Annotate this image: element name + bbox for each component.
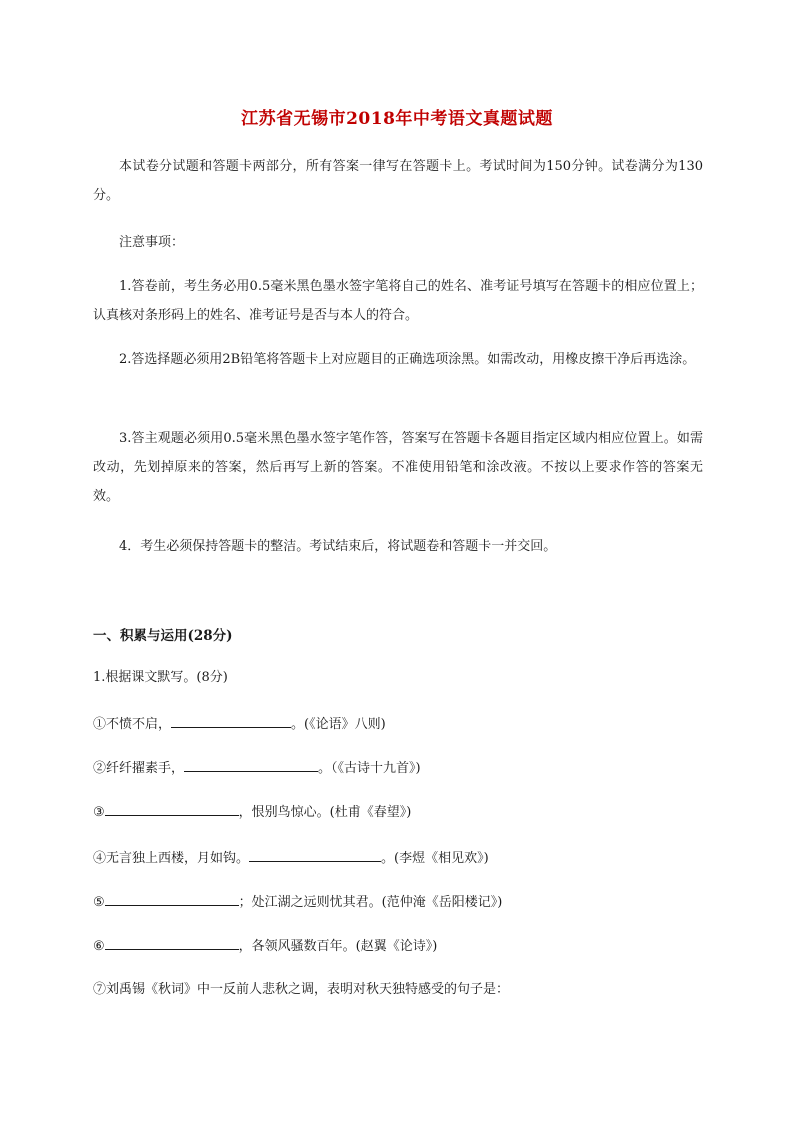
item-suffix: ，恨别鸟惊心。(杜甫《春望》) xyxy=(238,805,412,820)
recitation-item-7: ⑦刘禹锡《秋词》中一反前人悲秋之调，表明对秋天独特感受的句子是： xyxy=(93,982,510,997)
answer-blank xyxy=(249,847,381,862)
item-prefix: ④无言独上西楼，月如钩。 xyxy=(93,851,250,866)
answer-blank xyxy=(105,891,239,906)
section-heading: 一、积累与运用(28分) xyxy=(93,628,233,644)
item-suffix: 。(李煜《相见欢》) xyxy=(381,851,489,866)
item-prefix: ③ xyxy=(93,805,105,820)
item-prefix: ②纤纤擢素手， xyxy=(93,761,185,776)
recitation-item-2 xyxy=(93,757,421,779)
recitation-item-6 xyxy=(93,935,437,957)
notice-item-3: 3.答主观题必须用0.5毫米黑色墨水签字笔作答，答案写在答题卡各题目指定区域内相应位置上。如需改动，先划掉原来的答案，然后再写上新的答案。不准使用铅笔和涂改液。不按以上要求作答的答案无效。 xyxy=(93,431,703,504)
item-suffix: ，各领风骚数百年。(赵翼《论诗》) xyxy=(238,939,438,954)
answer-blank xyxy=(171,713,291,728)
recitation-item-3 xyxy=(93,801,411,823)
notice-item-4: 4．考生必须保持答题卡的整洁。考试结束后，将试题卷和答题卡一并交回。 xyxy=(119,539,557,554)
document-title: 江苏省无锡市2018年中考语文真题试题 xyxy=(241,109,553,129)
item-prefix: ⑤ xyxy=(93,895,105,910)
item-suffix: 。(《论语》八则) xyxy=(291,717,386,732)
notice-item-2: 2.答选择题必须用2B铅笔将答题卡上对应题目的正确选项涂黑。如需改动，用橡皮擦干净后再选涂。 xyxy=(119,352,696,367)
notice-item-1: 1.答卷前，考生务必用0.5毫米黑色墨水签字笔将自己的姓名、准考证号填写在答题卡的相应位置上；认真核对条形码上的姓名、准考证号是否与本人的符合。 xyxy=(93,279,703,323)
item-prefix: ⑥ xyxy=(93,939,105,954)
question-1: 1.根据课文默写。(8分) xyxy=(93,670,228,685)
item-prefix: ①不愤不启， xyxy=(93,717,172,732)
item-suffix: 。（《古诗十九首》) xyxy=(318,761,421,776)
answer-blank xyxy=(105,935,239,950)
recitation-item-5 xyxy=(93,891,502,913)
notice-heading: 注意事项： xyxy=(119,235,185,250)
intro-paragraph: 本试卷分试题和答题卡两部分，所有答案一律写在答题卡上。考试时间为150分钟。试卷满分为130分。 xyxy=(93,159,703,203)
answer-blank xyxy=(184,757,318,772)
answer-blank xyxy=(105,801,239,816)
recitation-item-1 xyxy=(93,713,386,735)
recitation-item-4 xyxy=(93,847,489,869)
item-suffix: ；处江湖之远则忧其君。(范仲淹《岳阳楼记》) xyxy=(238,895,503,910)
